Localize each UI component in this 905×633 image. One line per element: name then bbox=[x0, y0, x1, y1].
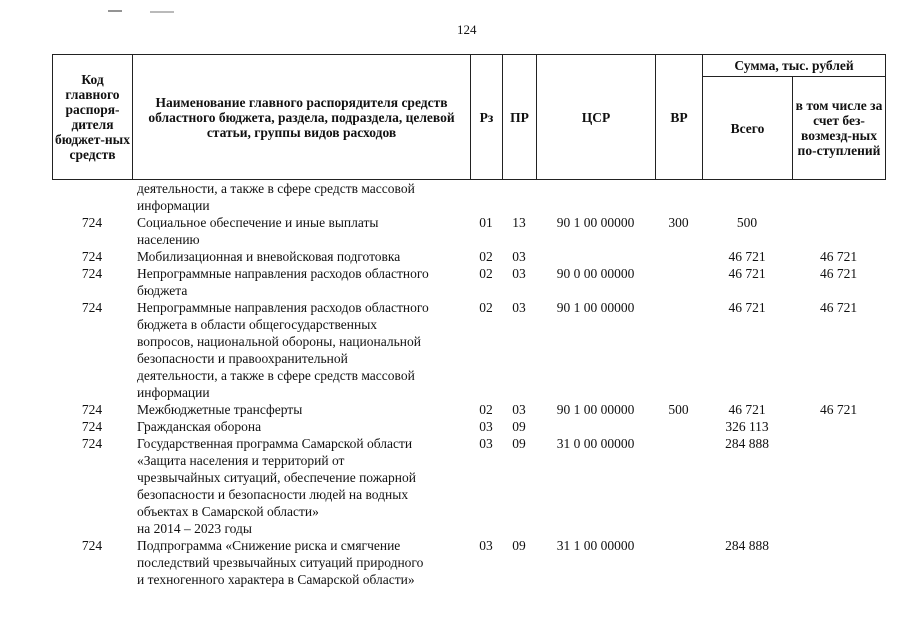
row-name-line: и техногенного характера в Самарской области» bbox=[137, 572, 415, 587]
row-total: 46 721 bbox=[728, 300, 766, 315]
row-rz: 03 bbox=[479, 419, 493, 434]
table-row bbox=[52, 418, 885, 435]
header-total: Всего bbox=[703, 77, 793, 180]
row-code: 724 bbox=[81, 538, 103, 553]
row-vr bbox=[655, 180, 702, 214]
row-name bbox=[132, 299, 470, 401]
row-free: 46 721 bbox=[819, 266, 858, 281]
row-name-line: Социальное обеспечение и иные выплаты bbox=[137, 215, 379, 230]
row-name-line: Подпрограмма «Снижение риска и смягчение bbox=[137, 538, 401, 553]
row-csr: 90 1 00 00000 bbox=[556, 402, 635, 417]
row-name-line: Непрограммные направления расходов областного bbox=[137, 266, 429, 281]
row-total: 284 888 bbox=[725, 538, 769, 553]
row-free: 46 721 bbox=[819, 300, 858, 315]
row-total: 46 721 bbox=[728, 249, 766, 264]
row-vr bbox=[655, 265, 702, 299]
row-csr: 31 0 00 00000 bbox=[556, 436, 635, 451]
header-csr: ЦСР bbox=[537, 55, 656, 180]
row-pr: 03 bbox=[512, 266, 526, 281]
row-code: 724 bbox=[81, 215, 103, 230]
table-row bbox=[52, 537, 885, 588]
row-free: 46 721 bbox=[819, 402, 858, 417]
row-code: 724 bbox=[81, 402, 103, 417]
row-pr: 13 bbox=[512, 215, 526, 230]
row-vr bbox=[655, 435, 702, 537]
row-name-line: последствий чрезвычайных ситуаций природного bbox=[137, 555, 424, 570]
row-csr bbox=[536, 248, 655, 265]
row-name-line: Гражданская оборона bbox=[137, 419, 262, 434]
scan-mark bbox=[150, 11, 174, 13]
row-rz: 03 bbox=[479, 436, 493, 451]
row-csr bbox=[536, 418, 655, 435]
row-vr bbox=[655, 418, 702, 435]
row-free bbox=[792, 214, 885, 248]
header-sum: Сумма, тыс. рублей bbox=[703, 55, 886, 77]
row-code: 724 bbox=[81, 266, 103, 281]
row-name bbox=[132, 401, 470, 418]
table-row bbox=[52, 248, 885, 265]
row-pr: 09 bbox=[512, 419, 526, 434]
row-name bbox=[132, 248, 470, 265]
row-csr bbox=[536, 180, 655, 214]
row-total bbox=[702, 180, 792, 214]
row-total: 46 721 bbox=[728, 402, 766, 417]
row-vr bbox=[655, 537, 702, 588]
row-vr bbox=[655, 248, 702, 265]
row-name-line: безопасности и правоохранительной bbox=[137, 351, 348, 366]
row-rz: 01 bbox=[479, 215, 493, 230]
row-name-line: информации bbox=[137, 385, 210, 400]
header-free: в том числе за счет без-возмезд-ных по-ступлений bbox=[793, 77, 886, 180]
row-pr: 03 bbox=[512, 300, 526, 315]
row-pr: 09 bbox=[512, 436, 526, 451]
row-free bbox=[792, 537, 885, 588]
row-name bbox=[132, 265, 470, 299]
header-code: Код главного распоря-дителя бюджет-ных средств bbox=[53, 55, 133, 180]
row-csr: 31 1 00 00000 bbox=[556, 538, 635, 553]
row-rz: 02 bbox=[479, 249, 493, 264]
row-pr: 09 bbox=[512, 538, 526, 553]
row-name-line: на 2014 – 2023 годы bbox=[137, 521, 252, 536]
row-code: 724 bbox=[81, 300, 103, 315]
row-pr: 03 bbox=[512, 402, 526, 417]
table-row bbox=[52, 180, 885, 214]
row-name-line: Межбюджетные трансферты bbox=[137, 402, 303, 417]
header-name: Наименование главного распорядителя средств областного бюджета, раздела, подраздела, целевой статьи, группы видов расходов bbox=[133, 55, 471, 180]
table-row bbox=[52, 435, 885, 537]
header-pr: ПР bbox=[503, 55, 537, 180]
row-vr: 500 bbox=[668, 402, 689, 417]
row-csr: 90 1 00 00000 bbox=[556, 215, 635, 230]
table-row bbox=[52, 265, 885, 299]
row-code: 724 bbox=[81, 436, 103, 451]
row-name-line: деятельности, а также в сфере средств массовой bbox=[137, 368, 415, 383]
row-name-line: безопасности и безопасности людей на водных bbox=[137, 487, 409, 502]
scan-mark bbox=[108, 10, 122, 12]
row-name-line: бюджета в области общегосударственных bbox=[137, 317, 378, 332]
row-total: 284 888 bbox=[725, 436, 769, 451]
table-row bbox=[52, 214, 885, 248]
page-number: 124 bbox=[457, 22, 477, 37]
row-rz: 03 bbox=[479, 538, 493, 553]
row-rz: 02 bbox=[479, 402, 493, 417]
row-name bbox=[132, 418, 470, 435]
row-name-line: деятельности, а также в сфере средств массовой bbox=[137, 181, 415, 196]
row-name-line: чрезвычайных ситуаций, обеспечение пожарной bbox=[137, 470, 416, 485]
header-vr: ВР bbox=[656, 55, 703, 180]
row-rz: 02 bbox=[479, 266, 493, 281]
row-name-line: Государственная программа Самарской области bbox=[137, 436, 413, 451]
row-name-line: вопросов, национальной обороны, национальной bbox=[137, 334, 421, 349]
row-csr: 90 0 00 00000 bbox=[556, 266, 635, 281]
row-rz: 02 bbox=[479, 300, 493, 315]
row-name-line: бюджета bbox=[137, 283, 188, 298]
row-free bbox=[792, 435, 885, 537]
row-name-line: Непрограммные направления расходов областного bbox=[137, 300, 429, 315]
row-name-line: информации bbox=[137, 198, 210, 213]
header-rz: Рз bbox=[471, 55, 503, 180]
row-name bbox=[132, 435, 470, 537]
row-name-line: объектах в Самарской области» bbox=[137, 504, 319, 519]
row-vr: 300 bbox=[668, 215, 689, 230]
row-total: 500 bbox=[736, 215, 758, 230]
row-vr bbox=[655, 299, 702, 401]
row-name-line: населению bbox=[137, 232, 200, 247]
row-name-line: Мобилизационная и вневойсковая подготовка bbox=[137, 249, 401, 264]
row-total: 46 721 bbox=[728, 266, 766, 281]
table-row bbox=[52, 299, 885, 401]
row-code: 724 bbox=[81, 419, 103, 434]
row-csr: 90 1 00 00000 bbox=[556, 300, 635, 315]
table-row bbox=[52, 401, 885, 418]
row-code: 724 bbox=[81, 249, 103, 264]
table-body bbox=[52, 180, 885, 588]
table-header bbox=[52, 54, 886, 180]
row-free bbox=[792, 418, 885, 435]
row-total: 326 113 bbox=[725, 419, 769, 434]
row-pr bbox=[502, 180, 536, 214]
row-name bbox=[132, 537, 470, 588]
row-free: 46 721 bbox=[819, 249, 858, 264]
row-name bbox=[132, 214, 470, 248]
row-name bbox=[132, 180, 470, 214]
row-rz bbox=[470, 180, 502, 214]
row-code bbox=[52, 180, 132, 214]
row-name-line: «Защита населения и территорий от bbox=[137, 453, 345, 468]
row-pr: 03 bbox=[512, 249, 526, 264]
row-free bbox=[792, 180, 885, 214]
